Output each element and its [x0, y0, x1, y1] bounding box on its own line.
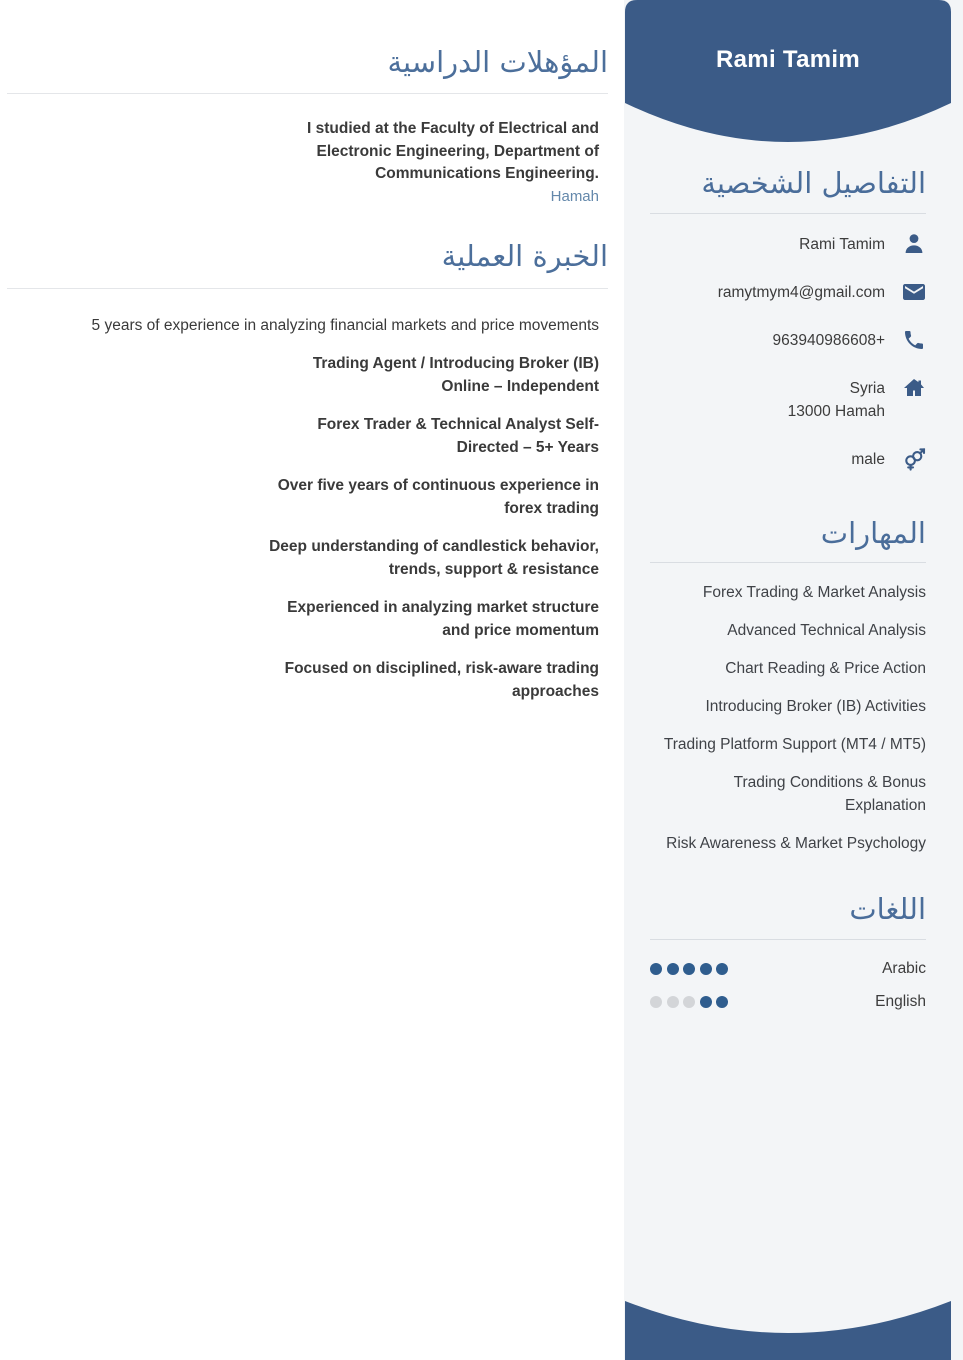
education-section-heading: المؤهلات الدراسية: [7, 44, 608, 94]
level-dot-filled: [667, 963, 679, 975]
experience-entry: [7, 474, 599, 520]
personal-row-name: [650, 232, 926, 256]
skill-item: Risk Awareness & Market Psychology: [666, 835, 926, 853]
sidebar: [624, 0, 963, 1360]
language-label: Arabic: [882, 960, 926, 978]
personal-row-phone: [650, 328, 926, 352]
experience-entry-line: Experienced in analyzing market structure: [287, 598, 599, 616]
language-level-dots: [650, 963, 728, 975]
education-line: Electronic Engineering, Department of: [316, 142, 599, 160]
person-name: Rami Tamim: [716, 46, 860, 73]
personal-name-value: Rami Tamim: [799, 235, 885, 253]
experience-entry: [7, 413, 599, 459]
experience-entry-line: approaches: [511, 682, 599, 700]
experience-section-heading: الخبرة العملية: [7, 238, 608, 288]
gender-value: male: [851, 450, 885, 468]
experience-entry-line: trends, support & resistance: [388, 560, 599, 578]
languages-heading: اللغات: [650, 891, 926, 940]
language-row-arabic: [650, 960, 926, 978]
address-city: 13000 Hamah: [787, 402, 885, 420]
skill-item: Chart Reading & Price Action: [725, 660, 926, 678]
experience-entry-line: and price momentum: [442, 621, 599, 639]
level-dot-filled: [716, 996, 728, 1008]
experience-entry-line: Directed – 5+ Years: [456, 438, 599, 456]
skill-item: Trading Platform Support (MT4 / MT5): [663, 736, 926, 754]
home-icon: [902, 376, 926, 400]
experience-entry: [7, 657, 599, 703]
person-icon: [902, 232, 926, 256]
level-dot-filled: [683, 963, 695, 975]
personal-row-email: [650, 280, 926, 304]
skill-item: Forex Trading & Market Analysis: [702, 584, 926, 602]
language-row-english: [650, 993, 926, 1011]
experience-entry-line: Focused on disciplined, risk-aware trading: [284, 659, 599, 677]
skills-list: [650, 581, 926, 855]
experience-entry-line: forex trading: [504, 499, 599, 517]
gender-icon: [902, 447, 926, 471]
education-description: [7, 118, 599, 186]
address-value: [650, 376, 885, 423]
experience-entry-line: Trading Agent / Introducing Broker (IB): [312, 354, 599, 372]
sidebar-content: [650, 145, 926, 1026]
address-country: Syria: [849, 379, 885, 397]
personal-row-address: [650, 376, 926, 423]
personal-row-gender: [650, 447, 926, 471]
experience-entry-line: Forex Trader & Technical Analyst Self-: [317, 415, 599, 433]
education-line: Communications Engineering.: [375, 165, 599, 183]
skills-heading: المهارات: [650, 515, 926, 564]
phone-value: 963940986608+: [772, 331, 885, 349]
level-dot-filled: [700, 996, 712, 1008]
language-label: English: [875, 993, 926, 1011]
envelope-icon: [902, 280, 926, 304]
personal-details-list: [650, 232, 926, 471]
phone-icon: [902, 328, 926, 352]
skill-item: Advanced Technical Analysis: [727, 622, 926, 640]
level-dot-empty: [650, 996, 662, 1008]
main-column: [0, 0, 624, 703]
languages-list: [650, 960, 926, 1011]
experience-entry: [7, 352, 599, 398]
sidebar-header-shape: [625, 0, 951, 145]
skill-item: Introducing Broker (IB) Activities: [705, 698, 926, 716]
experience-intro: 5 years of experience in analyzing financial markets and price movements: [91, 316, 599, 334]
experience-entry-line: Deep understanding of candlestick behavior,: [269, 537, 599, 555]
level-dot-empty: [683, 996, 695, 1008]
email-value: ramytmym4@gmail.com: [717, 283, 885, 301]
level-dot-filled: [716, 963, 728, 975]
experience-entry: [7, 596, 599, 642]
level-dot-empty: [667, 996, 679, 1008]
education-line: I studied at the Faculty of Electrical and: [307, 120, 599, 138]
sidebar-footer-shape: [625, 1295, 951, 1360]
experience-entry: [7, 535, 599, 581]
personal-details-heading: التفاصيل الشخصية: [650, 165, 926, 214]
level-dot-filled: [700, 963, 712, 975]
level-dot-filled: [650, 963, 662, 975]
language-level-dots: [650, 996, 728, 1008]
experience-entry-line: Over five years of continuous experience in: [277, 476, 599, 494]
experience-entry-line: Online – Independent: [441, 377, 599, 395]
education-location: Hamah: [550, 187, 599, 205]
skill-item: Trading Conditions & Bonus Explanation: [733, 774, 926, 815]
